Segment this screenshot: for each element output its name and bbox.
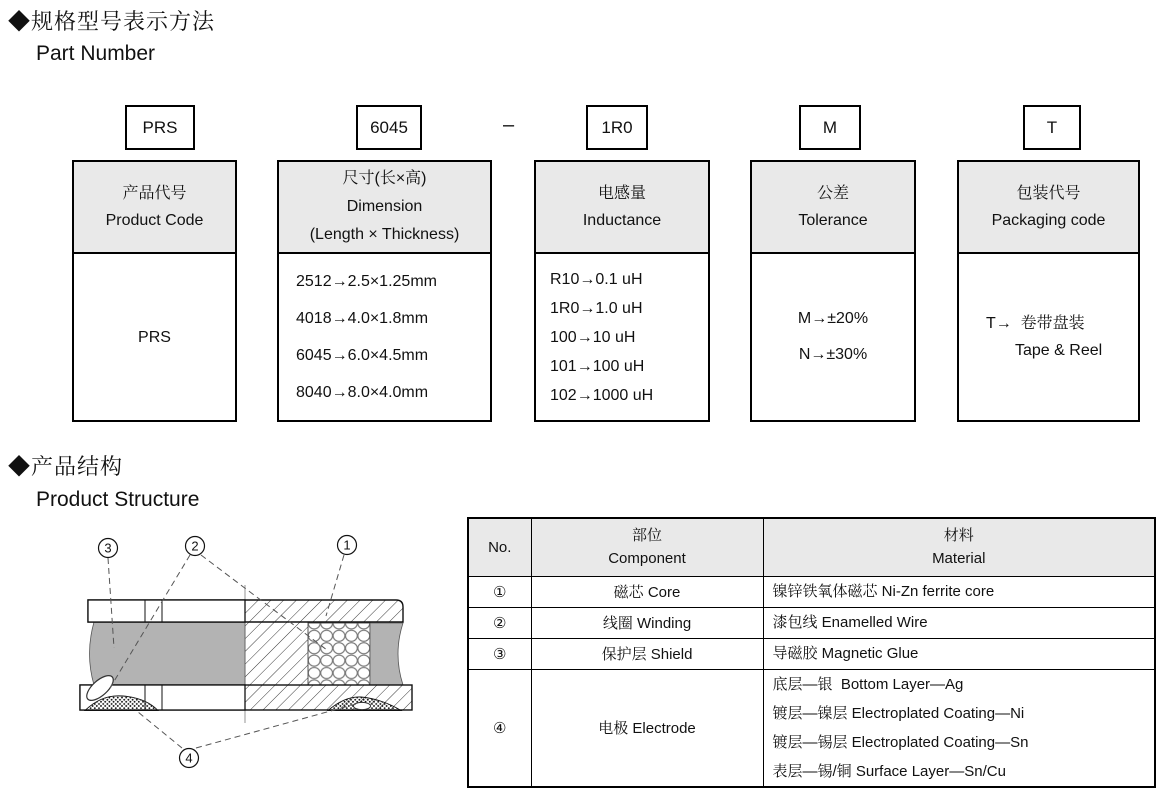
callout-4-label: 4 [185, 750, 193, 766]
part-code-box-dimension: 6045 [356, 105, 422, 150]
cell-material: 镍锌铁氧体磁芯 Ni-Zn ferrite core [763, 576, 1155, 607]
header-line-zh: 尺寸(长×高) [342, 170, 427, 187]
legend-value: Tape & Reel [1015, 342, 1103, 359]
header-line-zh: 产品代号 [122, 185, 187, 202]
part-code-box-tolerance: M [799, 105, 861, 150]
product-structure-table [467, 517, 1156, 788]
cell-no: ④ [468, 669, 531, 787]
legend-column-product-code [72, 160, 237, 422]
winding-section [308, 623, 370, 685]
col-header-material-zh: 材料 [943, 527, 974, 545]
cell-material: 导磁胶 Magnetic Glue [763, 638, 1155, 669]
legend-value: 6045→6.0×4.5mm [296, 347, 429, 364]
legend-header-dimension [279, 162, 490, 254]
cell-no: ③ [468, 638, 531, 669]
material-line: 镀层—锡层 Electroplated Coating—Sn [772, 733, 1029, 751]
material-line: 底层—银 Bottom Layer—Ag [772, 675, 964, 693]
legend-column-tolerance [750, 160, 916, 422]
callout-1-label: 1 [343, 537, 351, 553]
header-line-en: Tolerance [798, 212, 868, 229]
callout-3-label: 3 [104, 540, 112, 556]
legend-value: R10→0.1 uH [550, 270, 643, 288]
product-structure-diagram [60, 518, 465, 790]
legend-value: 102→1000 uH [550, 386, 654, 404]
table-row-core [468, 576, 1155, 607]
col-header-component [531, 518, 763, 576]
col-header-component-en: Component [608, 550, 686, 568]
part-code-box-product: PRS [125, 105, 195, 150]
header-line-en: Inductance [582, 212, 662, 229]
legend-value: 100→10 uH [550, 328, 636, 346]
cell-material: 漆包线 Enamelled Wire [763, 607, 1155, 638]
structure-table-header-row [468, 518, 1155, 576]
cell-no: ① [468, 576, 531, 607]
col-header-material-en: Material [932, 550, 986, 568]
header-line-en: Product Code [105, 212, 204, 229]
callout-2 [186, 537, 205, 556]
header-line-en: Dimension [346, 198, 423, 215]
legend-value: 1R0→1.0 uH [550, 299, 643, 317]
part-code-box-inductance: 1R0 [586, 105, 648, 150]
legend-column-inductance [534, 160, 710, 422]
legend-column-dimension [277, 160, 492, 422]
cell-component: 保护层 Shield [531, 638, 763, 669]
callout-3 [99, 539, 118, 558]
leader-4a [138, 712, 182, 748]
section2-title-zh: ◆产品结构 [8, 454, 124, 479]
col-header-component-zh: 部位 [631, 527, 662, 545]
wire-end-right [354, 702, 371, 709]
legend-column-packaging [957, 160, 1140, 422]
part-number-separator-dash: – [503, 114, 515, 136]
callout-1 [338, 536, 357, 555]
cell-component: 电极 Electrode [531, 669, 763, 787]
callout-2-label: 2 [191, 538, 199, 554]
legend-value: 101→100 uH [550, 357, 645, 375]
legend-value: PRS [138, 328, 171, 346]
legend-header-packaging [959, 162, 1138, 254]
shield-glue-right [370, 623, 403, 685]
section1-title-zh: ◆规格型号表示方法 [8, 9, 216, 34]
table-row-shield [468, 638, 1155, 669]
cell-component: 磁芯 Core [531, 576, 763, 607]
col-header-no: No. [468, 518, 531, 576]
cell-material [763, 669, 1155, 787]
legend-value: 8040→8.0×4.0mm [296, 384, 429, 401]
legend-header-tolerance [752, 162, 914, 254]
header-line-zh: 公差 [816, 185, 849, 202]
legend-value: N→±30% [798, 346, 868, 363]
cell-no: ② [468, 607, 531, 638]
section2-title-en: Product Structure [36, 488, 200, 511]
header-line-en: Packaging code [991, 212, 1106, 229]
col-header-material [763, 518, 1155, 576]
legend-value: M→±20% [797, 310, 869, 327]
legend-header-inductance [536, 162, 708, 254]
material-line: 表层—锡/铜 Surface Layer—Sn/Cu [772, 762, 1006, 780]
section1-title-en: Part Number [36, 42, 156, 65]
legend-value: 4018→4.0×1.8mm [296, 310, 429, 327]
table-row-winding [468, 607, 1155, 638]
header-line-en2: (Length × Thickness) [309, 226, 460, 243]
cell-component: 线圈 Winding [531, 607, 763, 638]
callout-4 [180, 749, 199, 768]
table-row-electrode [468, 669, 1155, 787]
part-code-box-packaging: T [1023, 105, 1081, 150]
header-line-zh: 电感量 [597, 185, 646, 202]
legend-value: 2512→2.5×1.25mm [296, 273, 437, 290]
legend-header-product-code [74, 162, 235, 254]
legend-value: T→ 卷带盘装 [986, 315, 1085, 332]
header-line-zh: 包装代号 [1016, 185, 1081, 202]
material-line: 镀层—镍层 Electroplated Coating—Ni [772, 704, 1025, 722]
